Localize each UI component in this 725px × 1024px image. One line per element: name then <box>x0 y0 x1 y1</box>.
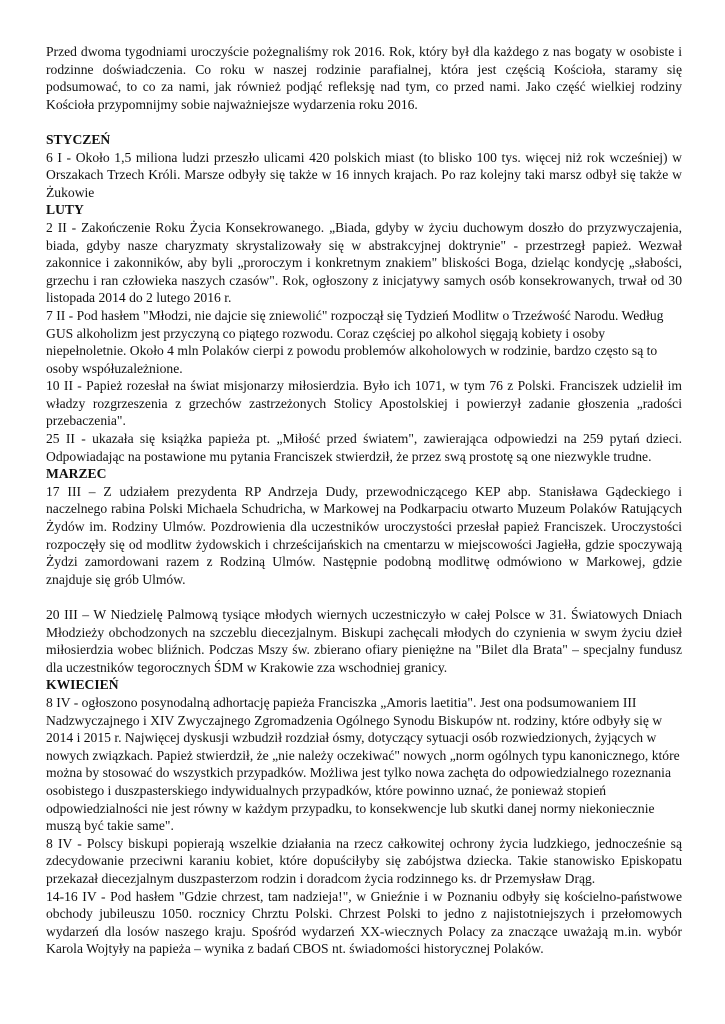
spacer <box>46 588 682 606</box>
entry-17-iii: 17 III – Z udziałem prezydenta RP Andrzeja Dudy, przewodniczącego KEP abp. Stanisława Gądeckiego i naczelnego rabina Polski Michaela Schudricha, w Markowej na Podkarpaciu otwarto Muzeum Polaków Ratujących Żydów im. Rodziny Ulmów. Pozdrowienia dla uczestników uroczystości przesłał papież Franciszek. Uroczystości rozpoczęły się od modlitw żydowskich i chrześcijańskich na cmentarzu w miejscowości Jagiełła, gdzie spoczywają Żydzi zamordowani razem z Rodziną Ulmów. Następnie podobną modlitwę odmówiono w Markowej, gdzie znajduje się grób Ulmów. <box>46 483 682 587</box>
entry-6-i: 6 I - Około 1,5 miliona ludzi przeszło ulicami 420 polskich miast (to blisko 100 tys. więcej niż rok wcześniej) w Orszakach Trzech Króli. Marsze odbyły się także w 16 innych krajach. Po raz kolejny taki marsz odbył się także w Żukowie <box>46 149 682 200</box>
heading-marzec: MARZEC <box>46 466 107 482</box>
entry-25-ii: 25 II - ukazała się książka papieża pt. „Miłość przed światem", zawierająca odpowiedzi na 259 pytań dzieci. Odpowiadając na postawione mu pytania Franciszek stwierdził, że przez swą prostotę są one niezwykle trudne. <box>46 431 682 464</box>
entry-14-16-iv: 14-16 IV - Pod hasłem "Gdzie chrzest, tam nadzieja!", w Gnieźnie i w Poznaniu odbyły się kościelno-państwowe obchody jubileuszu 1050. rocznicy Chrztu Polski. Chrzest Polski to jedno z najistotniejszych i przełomowych wydarzeń dla losów naszego kraju. Spośród wydarzeń XX-wiecznych Polacy za znaczące uważają m.in. wybór Karola Wojtyły na papieża – wynika z badań CBOS nt. świadomości historycznej Polaków. <box>46 888 682 957</box>
heading-styczen: STYCZEŃ <box>46 131 111 147</box>
document-page <box>46 43 682 958</box>
entry-8-iv-adhortacja: 8 IV - ogłoszono posynodalną adhortację papieża Franciszka „Amoris laetitia". Jest ona podsumowaniem III Nadzwyczajnego i XIV Zwyczajnego Zgromadzenia Ogólnego Synodu Biskupów nt. rodziny, które odbyły się w 2014 i 2015 r. Najwięcej dyskusji wzbudził rozdział ósmy, dotyczący sytuacji osób rozwiedzionych, żyjących w nowych związkach. Papież stwierdził, że „nie należy oczekiwać" nowych „norm ogólnych typu kanonicznego, które można by stosować do wszystkich przypadków. Możliwa jest tylko nowa zachęta do odpowiedzialnego rozeznania osobistego i duszpasterskiego indywidualnych przypadków, które powinno uznać, że ponieważ stopień odpowiedzialności nie jest równy w każdym przypadku, to konsekwencje lub skutki danej normy niekoniecznie muszą być takie same". <box>46 694 680 834</box>
heading-kwiecien: KWIECIEŃ <box>46 677 119 693</box>
entry-10-ii: 10 II - Papież rozesłał na świat misjonarzy miłosierdzia. Było ich 1071, w tym 76 z Polski. Franciszek udzielił im władzy rozgrzeszenia z grzechów zastrzeżonych Stolicy Apostolskiej i powierzył zadanie głoszenia „radości przebaczenia". <box>46 378 682 429</box>
entry-20-iii: 20 III – W Niedzielę Palmową tysiące młodych wiernych uczestniczyło w całej Polsce w 31. Światowych Dniach Młodzieży obchodzonych na szczeblu diecezjalnym. Biskupi zachęcali młodych do czynienia w swym życiu dzieł miłosierdzia wobec bliźnich. Podczas Mszy św. zbierano ofiary pieniężne na "Bilet dla Brata" – specjalny fundusz dla uczestników tegorocznych ŚDM w Krakowie zza wschodniej granicy. <box>46 607 682 675</box>
intro-paragraph: Przed dwoma tygodniami uroczyście pożegnaliśmy rok 2016. Rok, który był dla każdego z nas bogaty w osobiste i rodzinne doświadczenia. Co roku w naszej rodzinie parafialnej, która jest częścią Kościoła, staramy się podsumować, to co za nami, jak również podjąć refleksję nad tym, co przed nami. Jako część wielkiej rodziny Kościoła przypomnijmy sobie najważniejsze wydarzenia roku 2016. <box>46 44 682 112</box>
entry-8-iv-biskupi: 8 IV - Polscy biskupi popierają wszelkie działania na rzecz całkowitej ochrony życia ludzkiego, jednocześnie są zdecydowanie przeciwni karaniu kobiet, które dopuściłyby się zabójstwa dziecka. Takie stanowisko Episkopatu przekazał diecezjalnym duszpasterzom rodzin i doradcom życia rodzinnego ks. dr Przemysław Drąg. <box>46 835 682 886</box>
heading-luty: LUTY <box>46 202 84 218</box>
spacer <box>46 113 682 131</box>
entry-7-ii: 7 II - Pod hasłem "Młodzi, nie dajcie się zniewolić" rozpoczął się Tydzień Modlitw o Trzeźwość Narodu. Według GUS alkoholizm jest przyczyną co piątego rozwodu. Coraz częściej po alkohol sięgają kobiety i osoby niepełnoletnie. Około 4 mln Polaków cierpi z powodu problemów alkoholowych w rodzinie, bardzo często są to osoby współuzależnione. <box>46 307 664 376</box>
entry-2-ii: 2 II - Zakończenie Roku Życia Konsekrowanego. „Biada, gdyby w życiu duchowym doszło do przyzwyczajenia, biada, gdyby nasze charyzmaty skrystalizowały się w abstrakcyjnej doktrynie" - przestrzegł papież. Wezwał zakonnice i zakonników, aby byli „proroczym i konkretnym znakiem" bliskości Boga, dzieląc kondycję „słabości, grzechu i ran człowieka naszych czasów". Rok, ogłoszony z inicjatywy samych osób konsekrowanych, trwał od 30 listopada 2014 do 2 lutego 2016 r. <box>46 219 682 306</box>
